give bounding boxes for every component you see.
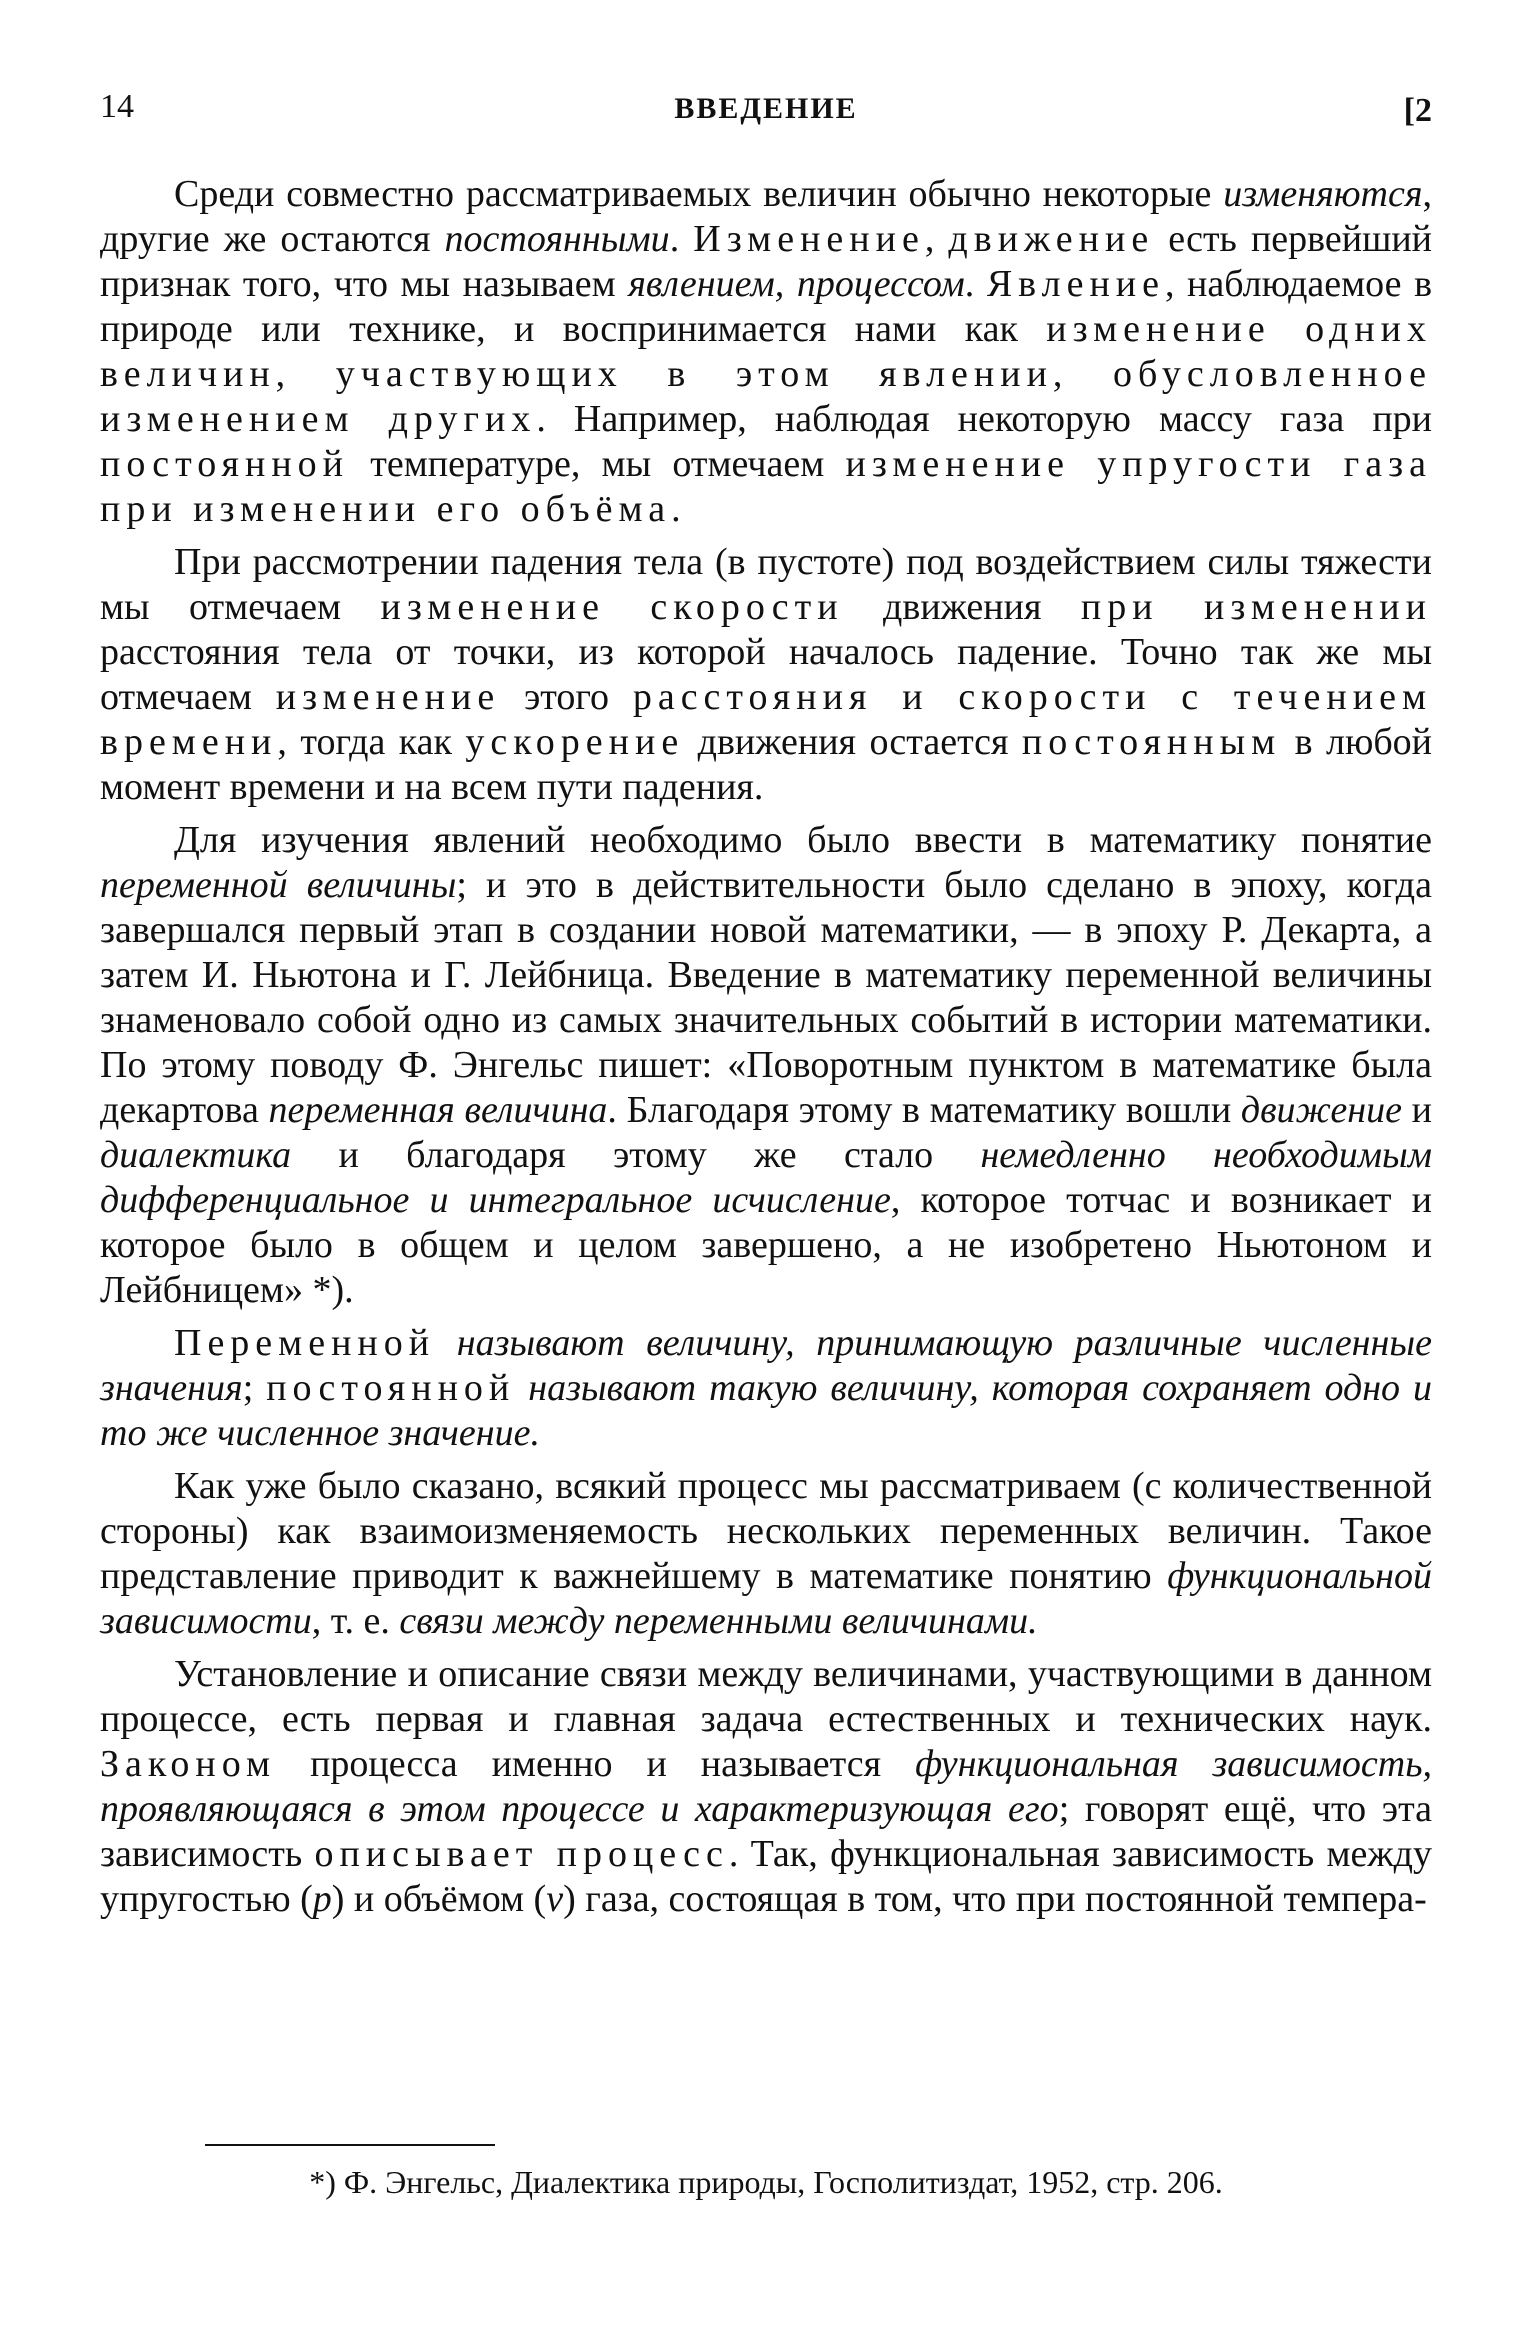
text-run: v — [546, 1878, 564, 1920]
text-run: , т. е. — [311, 1600, 400, 1642]
text-run: и благодаря этому же стало — [291, 1134, 981, 1176]
text-run: , которое тотчас и возникает и которое было в общем и целом завершено, а не изобретено Ньютоном и Лейбницем» *). — [100, 1179, 1432, 1311]
text-run: Явление — [986, 263, 1165, 305]
text-run: функциональной зависимости — [100, 1555, 1432, 1642]
text-run: ) газа, состоящая в том, что при постоянной темпера- — [563, 1878, 1427, 1920]
text-run: , — [924, 218, 949, 260]
text-run: Для изучения явлений необходимо было ввести в математику понятие — [174, 819, 1432, 861]
text-run: называют величину, принимающую различные численные значения — [100, 1322, 1432, 1409]
text-run: Среди совместно рассматриваемых величин обычно некоторые — [174, 173, 1224, 215]
text-run: , тогда как — [277, 721, 466, 763]
text-run: Изменение — [693, 218, 925, 260]
text-run: связи между переменными величинами. — [399, 1600, 1038, 1642]
text-run: описывает процесс — [314, 1833, 729, 1875]
text-run: при изменении — [1080, 586, 1432, 628]
text-run: движение — [1240, 1089, 1402, 1131]
text-run: . — [671, 488, 681, 530]
text-run: ) и объёмом ( — [331, 1878, 547, 1920]
text-run: p — [312, 1878, 332, 1920]
section-number: [2 — [1403, 92, 1432, 129]
text-run: ; и это в действительности было сделано в эпоху, когда завершался первый этап в создании новой математики, — в эпоху Р. Декарта, а затем И. Ньютона и Г. Лейбница. Введение в математику переменной величины знаменовало собой одно из самых значительных событий в истории математики. По этому поводу Ф. Энгельс пишет: «Поворотным пунктом в математике была декартова — [100, 864, 1432, 1131]
text-run: постоянной — [266, 1367, 516, 1409]
text-run: изменение упругости газа при изменении его объёма — [100, 443, 1432, 530]
text-run: Как уже было сказано, всякий процесс мы рассматриваем (с количественной стороны) как взаимоизменяемость нескольких переменных величин. Такое представление приводит к важнейшему в математике понятию — [100, 1465, 1432, 1597]
text-run: При рассмотрении падения тела (в пустоте) под воздействием силы тяжести мы отмечаем — [100, 541, 1432, 628]
paragraph-3 — [100, 818, 1432, 1313]
text-run: функциональная зависимость, проявляющаяся в этом процессе и характеризующая его — [100, 1743, 1433, 1830]
text-run: называют такую величину, которая сохраняет одно и то же численное значение. — [100, 1367, 1433, 1454]
text-run: . — [964, 263, 987, 305]
text-run: движения остается — [684, 721, 1022, 763]
paragraph-2 — [100, 540, 1432, 810]
text-run: изменение — [275, 676, 501, 718]
paragraph-6 — [100, 1652, 1432, 1922]
text-run: движения — [843, 586, 1081, 628]
text-run: , другие же остаются — [100, 173, 1432, 260]
footnote: *) Ф. Энгельс, Диалектика природы, Госполитиздат, 1952, стр. 206. — [309, 2164, 1223, 2200]
text-run: процесса именно и называется — [276, 1743, 916, 1785]
paragraph-1 — [100, 172, 1432, 532]
text-run: постоянным — [1021, 721, 1282, 763]
text-run: ; — [242, 1367, 267, 1409]
page-number: 14 — [100, 88, 134, 125]
text-run: переменная величина — [268, 1089, 608, 1131]
text-run: Установление и описание связи между величинами, участвующими в данном процессе, есть первая и главная задача естественных и технических наук. — [100, 1653, 1432, 1740]
text-run: немедленно необходимым дифференциальное и интегральное исчисление — [100, 1134, 1432, 1221]
text-run: , наблюдаемое в природе или технике, и воспринимается нами как — [100, 263, 1433, 350]
text-run: этого — [500, 676, 633, 718]
text-run: ускорение — [465, 721, 685, 763]
text-run: . — [669, 218, 694, 260]
text-run: постоянными — [444, 218, 670, 260]
text-run: переменной величины — [100, 864, 457, 906]
footnote-rule — [205, 2144, 495, 2146]
text-run: в любой момент времени и на всем пути падения. — [100, 721, 1433, 808]
text-run — [515, 1367, 528, 1409]
text-run: ; говорят ещё, что эта зависимость — [100, 1788, 1433, 1875]
text-run: температуре, мы отмечаем — [349, 443, 846, 485]
paragraph-4-definition — [100, 1321, 1432, 1456]
text-run: есть первейший признак того, что мы называем — [100, 218, 1433, 305]
text-run: . Так, функциональная зависимость между упругостью ( — [100, 1833, 1433, 1920]
text-run: постоянной — [100, 443, 350, 485]
text-run: расстояния и скорости с течением времени — [100, 676, 1432, 763]
text-run: . Благодаря этому в математику вошли — [607, 1089, 1241, 1131]
text-run: движение — [948, 218, 1155, 260]
text-run: Переменной — [174, 1322, 436, 1364]
text-run: расстояния тела от точки, из которой началось падение. Точно так же мы отмечаем — [100, 631, 1432, 718]
text-run: Законом — [100, 1743, 277, 1785]
text-run: явлением, процессом — [628, 263, 965, 305]
text-run: . Например, наблюдая некоторую массу газа при — [536, 398, 1432, 440]
text-run: изменение одних величин, участвующих в этом явлении, обусловленное изменением других — [100, 308, 1432, 440]
body-text — [100, 172, 1432, 1930]
running-title: ВВЕДЕНИЕ — [674, 92, 858, 125]
text-run: изменение скорости — [380, 586, 844, 628]
text-run — [435, 1322, 457, 1364]
page-header — [100, 88, 1432, 138]
text-run: диалектика — [100, 1134, 292, 1176]
text-run: изменяются — [1223, 173, 1423, 215]
paragraph-5 — [100, 1464, 1432, 1644]
text-run: и — [1402, 1089, 1432, 1131]
